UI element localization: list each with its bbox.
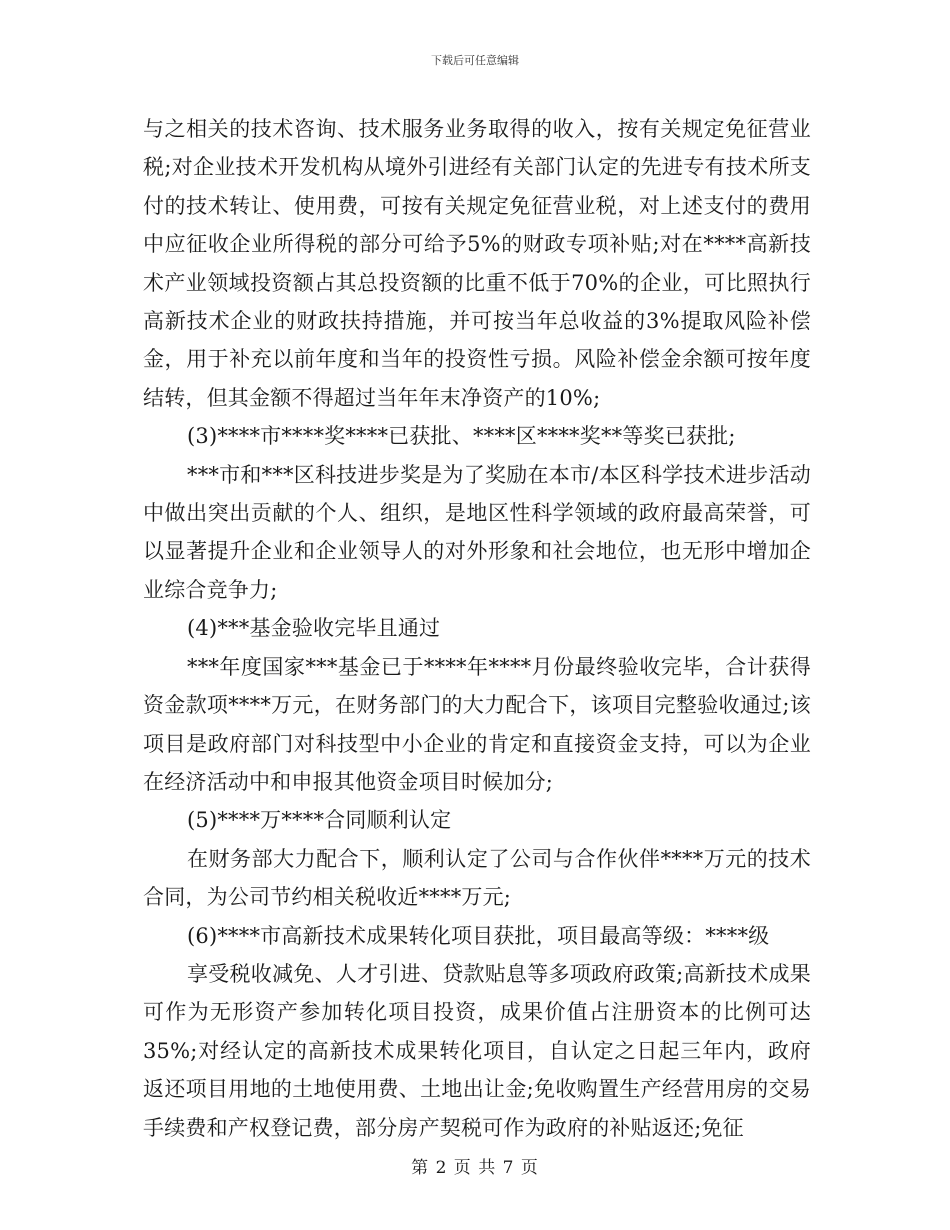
page-header: 下载后可任意编辑 bbox=[431, 54, 519, 67]
paragraph: (5)****万****合同顺利认定 bbox=[187, 808, 452, 833]
paragraph: 与之相关的技术咨询、技术服务业务取得的收入，按有关规定免征营业税;对企业技术开发机构从境外引进经有关部门认定的先进专有技术所支付的技术转让、使用费，可按有关规定免征营业税，对上述支付的费用中应征收企业所得税的部分可给予5%的财政专项补贴;对在****高新技术产业领域投资额占其总投资额的比重不低于70%的企业，可比照执行高新技术企业的财政扶持措施，并可按当年总收益的3%提取风险补偿金，用于补充以前年度和当年的投资性亏损。风险补偿金余额可按年度结转，但其金额不得超过当年年末净资产的10%; bbox=[143, 117, 811, 410]
paragraph: (3)****市****奖****已获批、****区****奖**等奖已获批; bbox=[187, 424, 736, 449]
paragraph: ***市和***区科技进步奖是为了奖励在本市/本区科学技术进步活动中做出突出贡献的个人、组织，是地区性科学领域的政府最高荣誉，可以显著提升企业和企业领导人的对外形象和社会地位，也无形中增加企业综合竞争力; bbox=[143, 462, 811, 602]
page-footer: 第 2 页 共 7 页 bbox=[411, 1158, 539, 1178]
paragraph: (6)****市高新技术成果转化项目获批，项目最高等级：****级 bbox=[187, 923, 770, 948]
document-body bbox=[143, 110, 811, 1147]
paragraph: 在财务部大力配合下，顺利认定了公司与合作伙伴****万元的技术合同，为公司节约相关税收近****万元; bbox=[143, 846, 811, 910]
paragraph: ***年度国家***基金已于****年****月份最终验收完毕，合计获得资金款项****万元，在财务部门的大力配合下，该项目完整验收通过;该项目是政府部门对科技型中小企业的肯定和直接资金支持，可以为企业在经济活动中和申报其他资金项目时候加分; bbox=[143, 654, 811, 794]
paragraph: 享受税收减免、人才引进、贷款贴息等多项政府政策;高新技术成果可作为无形资产参加转化项目投资，成果价值占注册资本的比例可达35%;对经认定的高新技术成果转化项目，自认定之日起三年内，政府返还项目用地的土地使用费、土地出让金;免收购置生产经营用房的交易手续费和产权登记费，部分房产契税可作为政府的补贴返还;免征 bbox=[143, 961, 811, 1140]
paragraph: (4)***基金验收完毕且通过 bbox=[187, 616, 441, 641]
